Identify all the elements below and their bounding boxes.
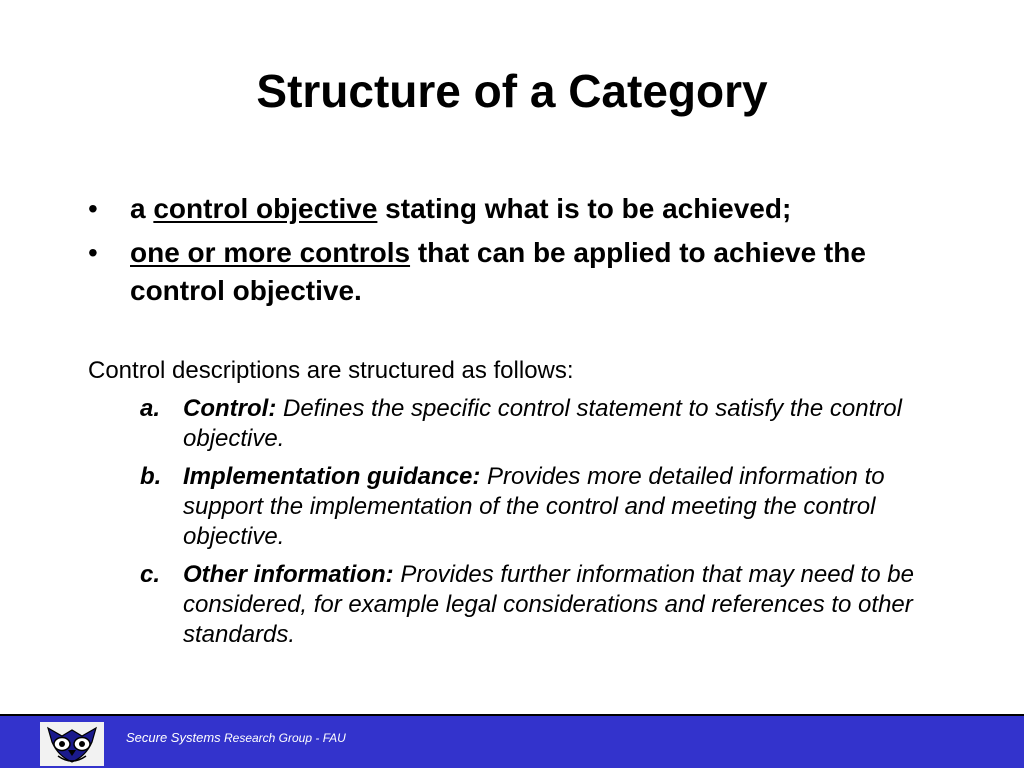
- item-description: Provides more detailed information to support the implementation of the control and meeting the control objective.: [183, 463, 885, 550]
- item-description: Defines the specific control statement to satisfy the control objective.: [183, 395, 902, 452]
- bullet-underlined-term: control objective: [153, 193, 378, 224]
- item-marker: a.: [140, 395, 161, 422]
- bullet-text-post: that can be applied to achieve the control objective.: [130, 237, 866, 306]
- footer-org-text: [126, 730, 346, 745]
- bullet-text-post: stating what is to be achieved;: [377, 193, 792, 224]
- item-marker: b.: [140, 463, 162, 490]
- bullet-item: [88, 234, 968, 310]
- bullet-item: [88, 190, 968, 228]
- footer-org-part2: Research Group - FAU: [220, 731, 346, 745]
- bullet-marker: •: [88, 193, 98, 224]
- list-item: [140, 560, 940, 650]
- slide-title: Structure of a Category: [256, 65, 768, 117]
- bullet-list: [88, 190, 968, 316]
- list-item: [140, 394, 940, 454]
- bullet-underlined-term: one or more controls: [130, 237, 411, 268]
- footer-org-part1: Secure Systems: [126, 730, 221, 745]
- item-term: Implementation guidance:: [183, 463, 481, 490]
- owl-logo-icon: [40, 722, 104, 766]
- bullet-text-pre: a: [130, 193, 154, 224]
- list-item: [140, 462, 940, 552]
- bullet-marker: •: [88, 237, 98, 268]
- item-description: Provides further information that may need to be considered, for example legal considerations and references to other standards.: [183, 561, 914, 648]
- intro-text: Control descriptions are structured as follows:: [88, 357, 574, 384]
- item-term: Control:: [183, 395, 277, 422]
- footer-bar: [0, 714, 1024, 768]
- item-marker: c.: [140, 561, 161, 588]
- item-term: Other information:: [183, 561, 394, 588]
- control-structure-list: [140, 394, 940, 658]
